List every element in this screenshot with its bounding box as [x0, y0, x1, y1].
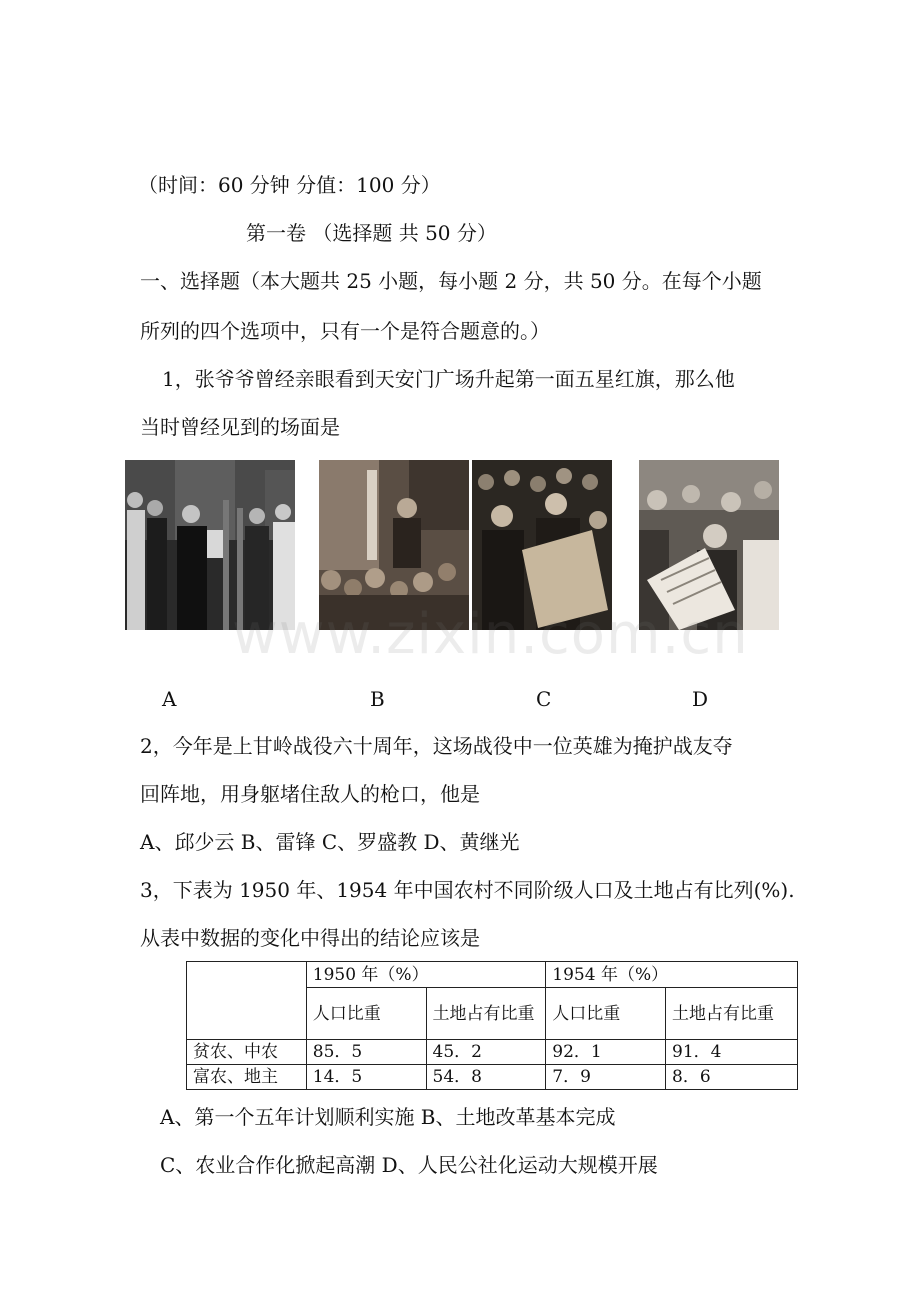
question-3-options-line2: C、农业合作化掀起高潮 D、人民公社化运动大规模开展 — [160, 1153, 658, 1177]
question-3-text-line2: 从表中数据的变化中得出的结论应该是 — [140, 926, 480, 950]
table-header-1950: 1950 年（%） — [306, 962, 546, 988]
table-cell: 54．8 — [426, 1065, 546, 1090]
table-row — [187, 1065, 798, 1090]
section-instructions-line1: 一、选择题（本大题共 25 小题，每小题 2 分，共 50 分。在每个小题 — [140, 269, 762, 293]
question-2-options: A、邱少云 B、雷锋 C、罗盛教 D、黄继光 — [140, 830, 520, 854]
table-row — [187, 1040, 798, 1065]
photo-label-b: B — [370, 687, 385, 711]
table-cell: 45．2 — [426, 1040, 546, 1065]
table-subheader-pop-1954: 人口比重 — [546, 988, 666, 1040]
table-header-1954: 1954 年（%） — [546, 962, 798, 988]
table-subheader-land-1954: 土地占有比重 — [666, 988, 798, 1040]
question-3-text-line1: 3，下表为 1950 年、1954 年中国农村不同阶级人口及土地占有比列(%). — [140, 878, 795, 902]
volume-title: 第一卷 （选择题 共 50 分） — [246, 221, 497, 245]
table-cell: 14．5 — [306, 1065, 426, 1090]
question-1-text-line1: 1，张爷爷曾经亲眼看到天安门广场升起第一面五星红旗，那么他 — [162, 367, 735, 391]
photo-label-d: D — [692, 687, 709, 711]
land-ownership-table — [186, 961, 798, 1090]
photo-label-a: A — [162, 687, 177, 711]
table-cell: 85．5 — [306, 1040, 426, 1065]
table-cell: 7．9 — [546, 1065, 666, 1090]
question-2-text-line1: 2，今年是上甘岭战役六十周年，这场战役中一位英雄为掩护战友夺 — [140, 734, 733, 758]
photo-label-c: C — [536, 687, 552, 711]
question-1-text-line2: 当时曾经见到的场面是 — [140, 415, 340, 439]
question-3-options-line1: A、第一个五年计划顺利实施 B、土地改革基本完成 — [160, 1105, 616, 1129]
table-cell: 92．1 — [546, 1040, 666, 1065]
table-subheader-pop-1950: 人口比重 — [306, 988, 426, 1040]
section-instructions-line2: 所列的四个选项中，只有一个是符合题意的。） — [140, 319, 550, 343]
question-2-text-line2: 回阵地，用身躯堵住敌人的枪口，他是 — [140, 782, 480, 806]
time-info: （时间：60 分钟 分值：100 分） — [138, 173, 441, 197]
watermark: www.zixin.com.cn — [232, 602, 749, 667]
table-corner-cell — [187, 962, 307, 1040]
table-subheader-land-1950: 土地占有比重 — [426, 988, 546, 1040]
table-cell: 91．4 — [666, 1040, 798, 1065]
table-row-label: 富农、地主 — [187, 1065, 307, 1090]
table-row-label: 贫农、中农 — [187, 1040, 307, 1065]
table-cell: 8．6 — [666, 1065, 798, 1090]
